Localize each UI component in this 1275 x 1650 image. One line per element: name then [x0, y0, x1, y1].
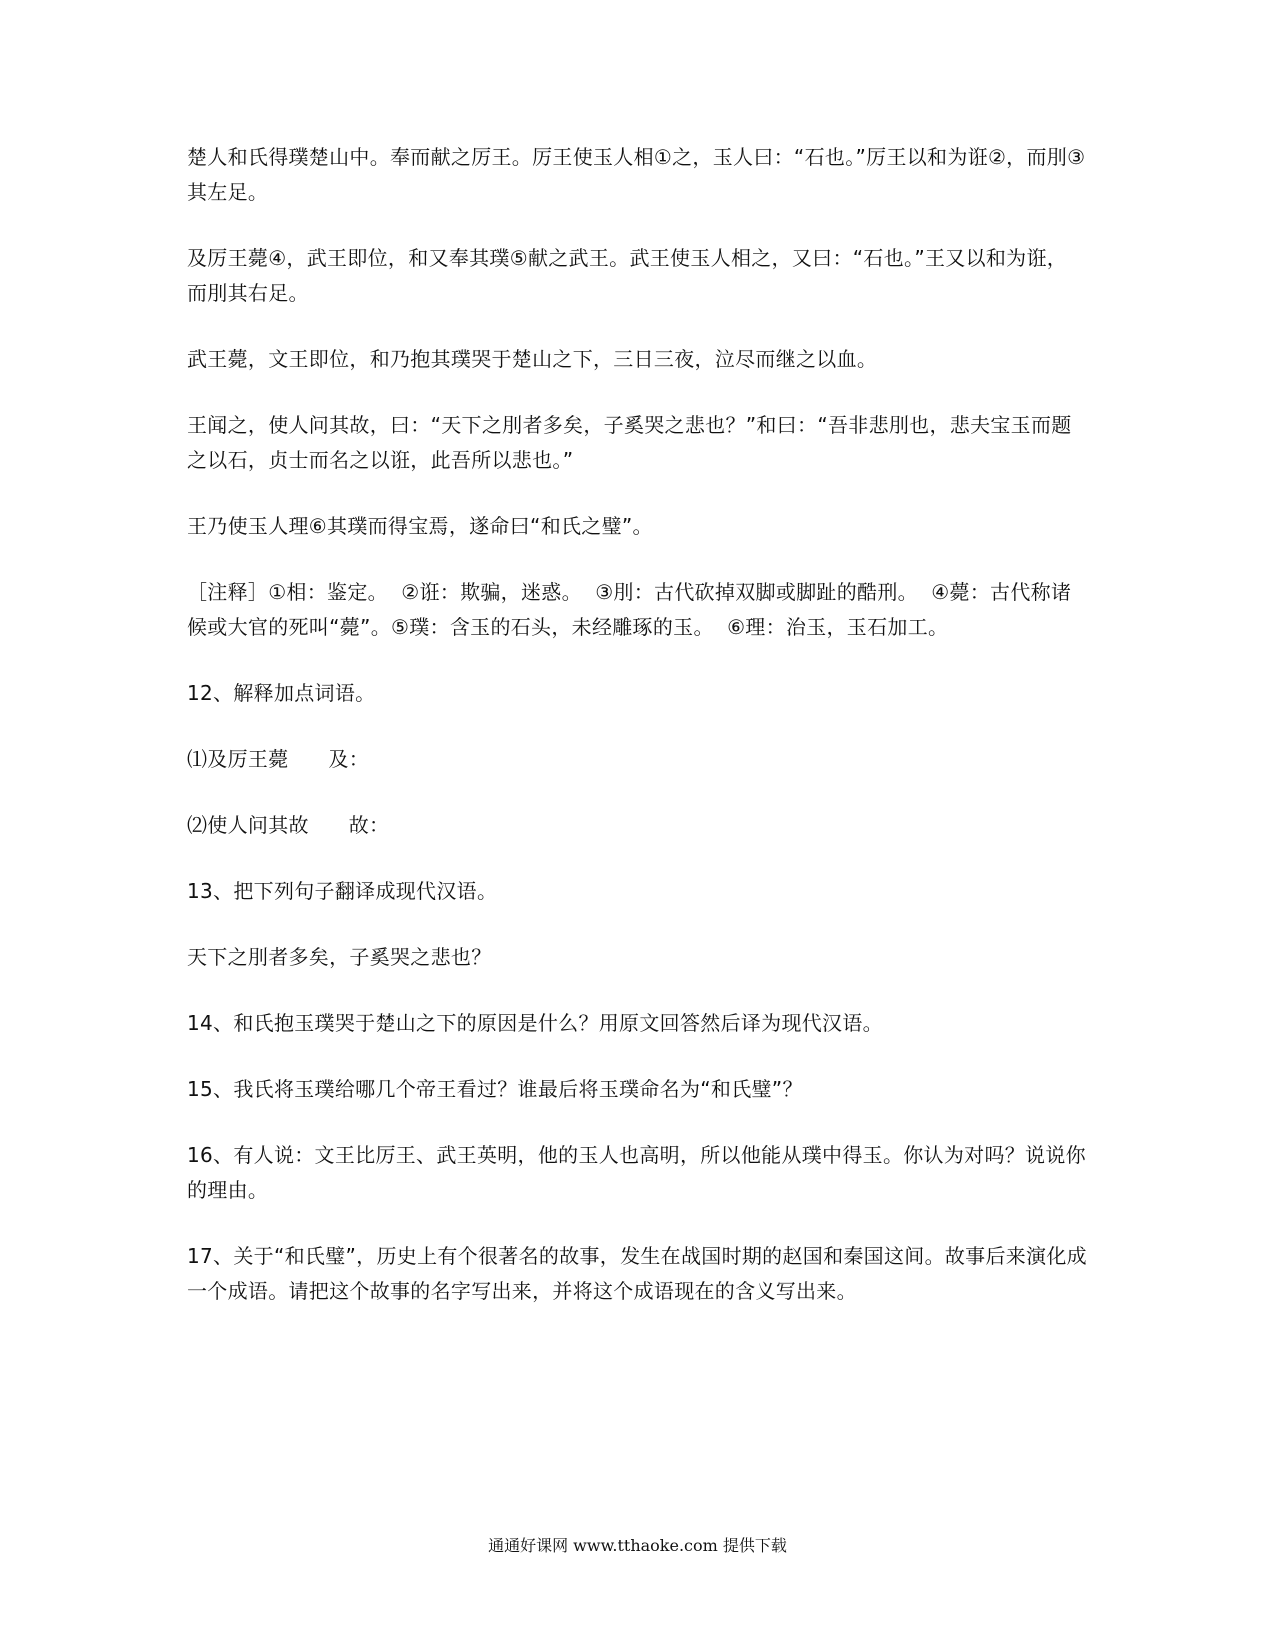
question-14: 14、和氏抱玉璞哭于楚山之下的原因是什么？用原文回答然后译为现代汉语。: [187, 1011, 883, 1035]
question-12-item-2: ⑵使人问其故 故：: [187, 813, 390, 837]
question-16: 16、有人说：文王比厉王、武王英明，他的玉人也高明，所以他能从璞中得玉。你认为对吗？说说你的理由。: [187, 1143, 1086, 1202]
paragraph-story-2: 及厉王薨④，武王即位，和又奉其璞⑤献之武王。武王使玉人相之，又曰：“石也。”王又以和为诳，而刖其右足。: [187, 246, 1068, 305]
paragraph-notes: ［注释］①相：鉴定。 ②诳：欺骗，迷惑。 ③刖：古代砍掉双脚或脚趾的酷刑。 ④薨：古代称诸候或大官的死叫“薨”。⑤璞：含玉的石头，未经雕琢的玉。 ⑥理：治玉，玉石加工。: [187, 580, 1072, 639]
question-13: 13、把下列句子翻译成现代汉语。: [187, 879, 498, 903]
question-12: 12、解释加点词语。: [187, 681, 376, 705]
paragraph-story-5: 王乃使玉人理⑥其璞而得宝焉，遂命曰“和氏之璧”。: [187, 514, 653, 538]
question-17: 17、关于“和氏璧”，历史上有个很著名的故事，发生在战国时期的赵国和秦国这间。故事后来演化成一个成语。请把这个故事的名字写出来，并将这个成语现在的含义写出来。: [187, 1244, 1087, 1303]
paragraph-story-1: 楚人和氏得璞楚山中。奉而献之厉王。厉王使玉人相①之，玉人曰：“石也。”厉王以和为诳②，而刖③其左足。: [187, 145, 1086, 204]
question-13-sentence: 天下之刖者多矣，子奚哭之悲也？: [187, 945, 492, 969]
question-12-item-1: ⑴及厉王薨 及：: [187, 747, 370, 771]
page-footer: 通通好课网 www.tthaoke.com 提供下载: [488, 1536, 787, 1555]
paragraph-story-3: 武王薨，文王即位，和乃抱其璞哭于楚山之下，三日三夜，泣尽而继之以血。: [187, 347, 878, 371]
paragraph-story-4: 王闻之，使人问其故，曰：“天下之刖者多矣，子奚哭之悲也？”和曰：“吾非悲刖也，悲夫宝玉而题之以石，贞士而名之以诳，此吾所以悲也。”: [187, 413, 1072, 472]
question-15: 15、我氏将玉璞给哪几个帝王看过？谁最后将玉璞命名为“和氏璧”？: [187, 1077, 803, 1101]
document-body: [187, 140, 1087, 1340]
